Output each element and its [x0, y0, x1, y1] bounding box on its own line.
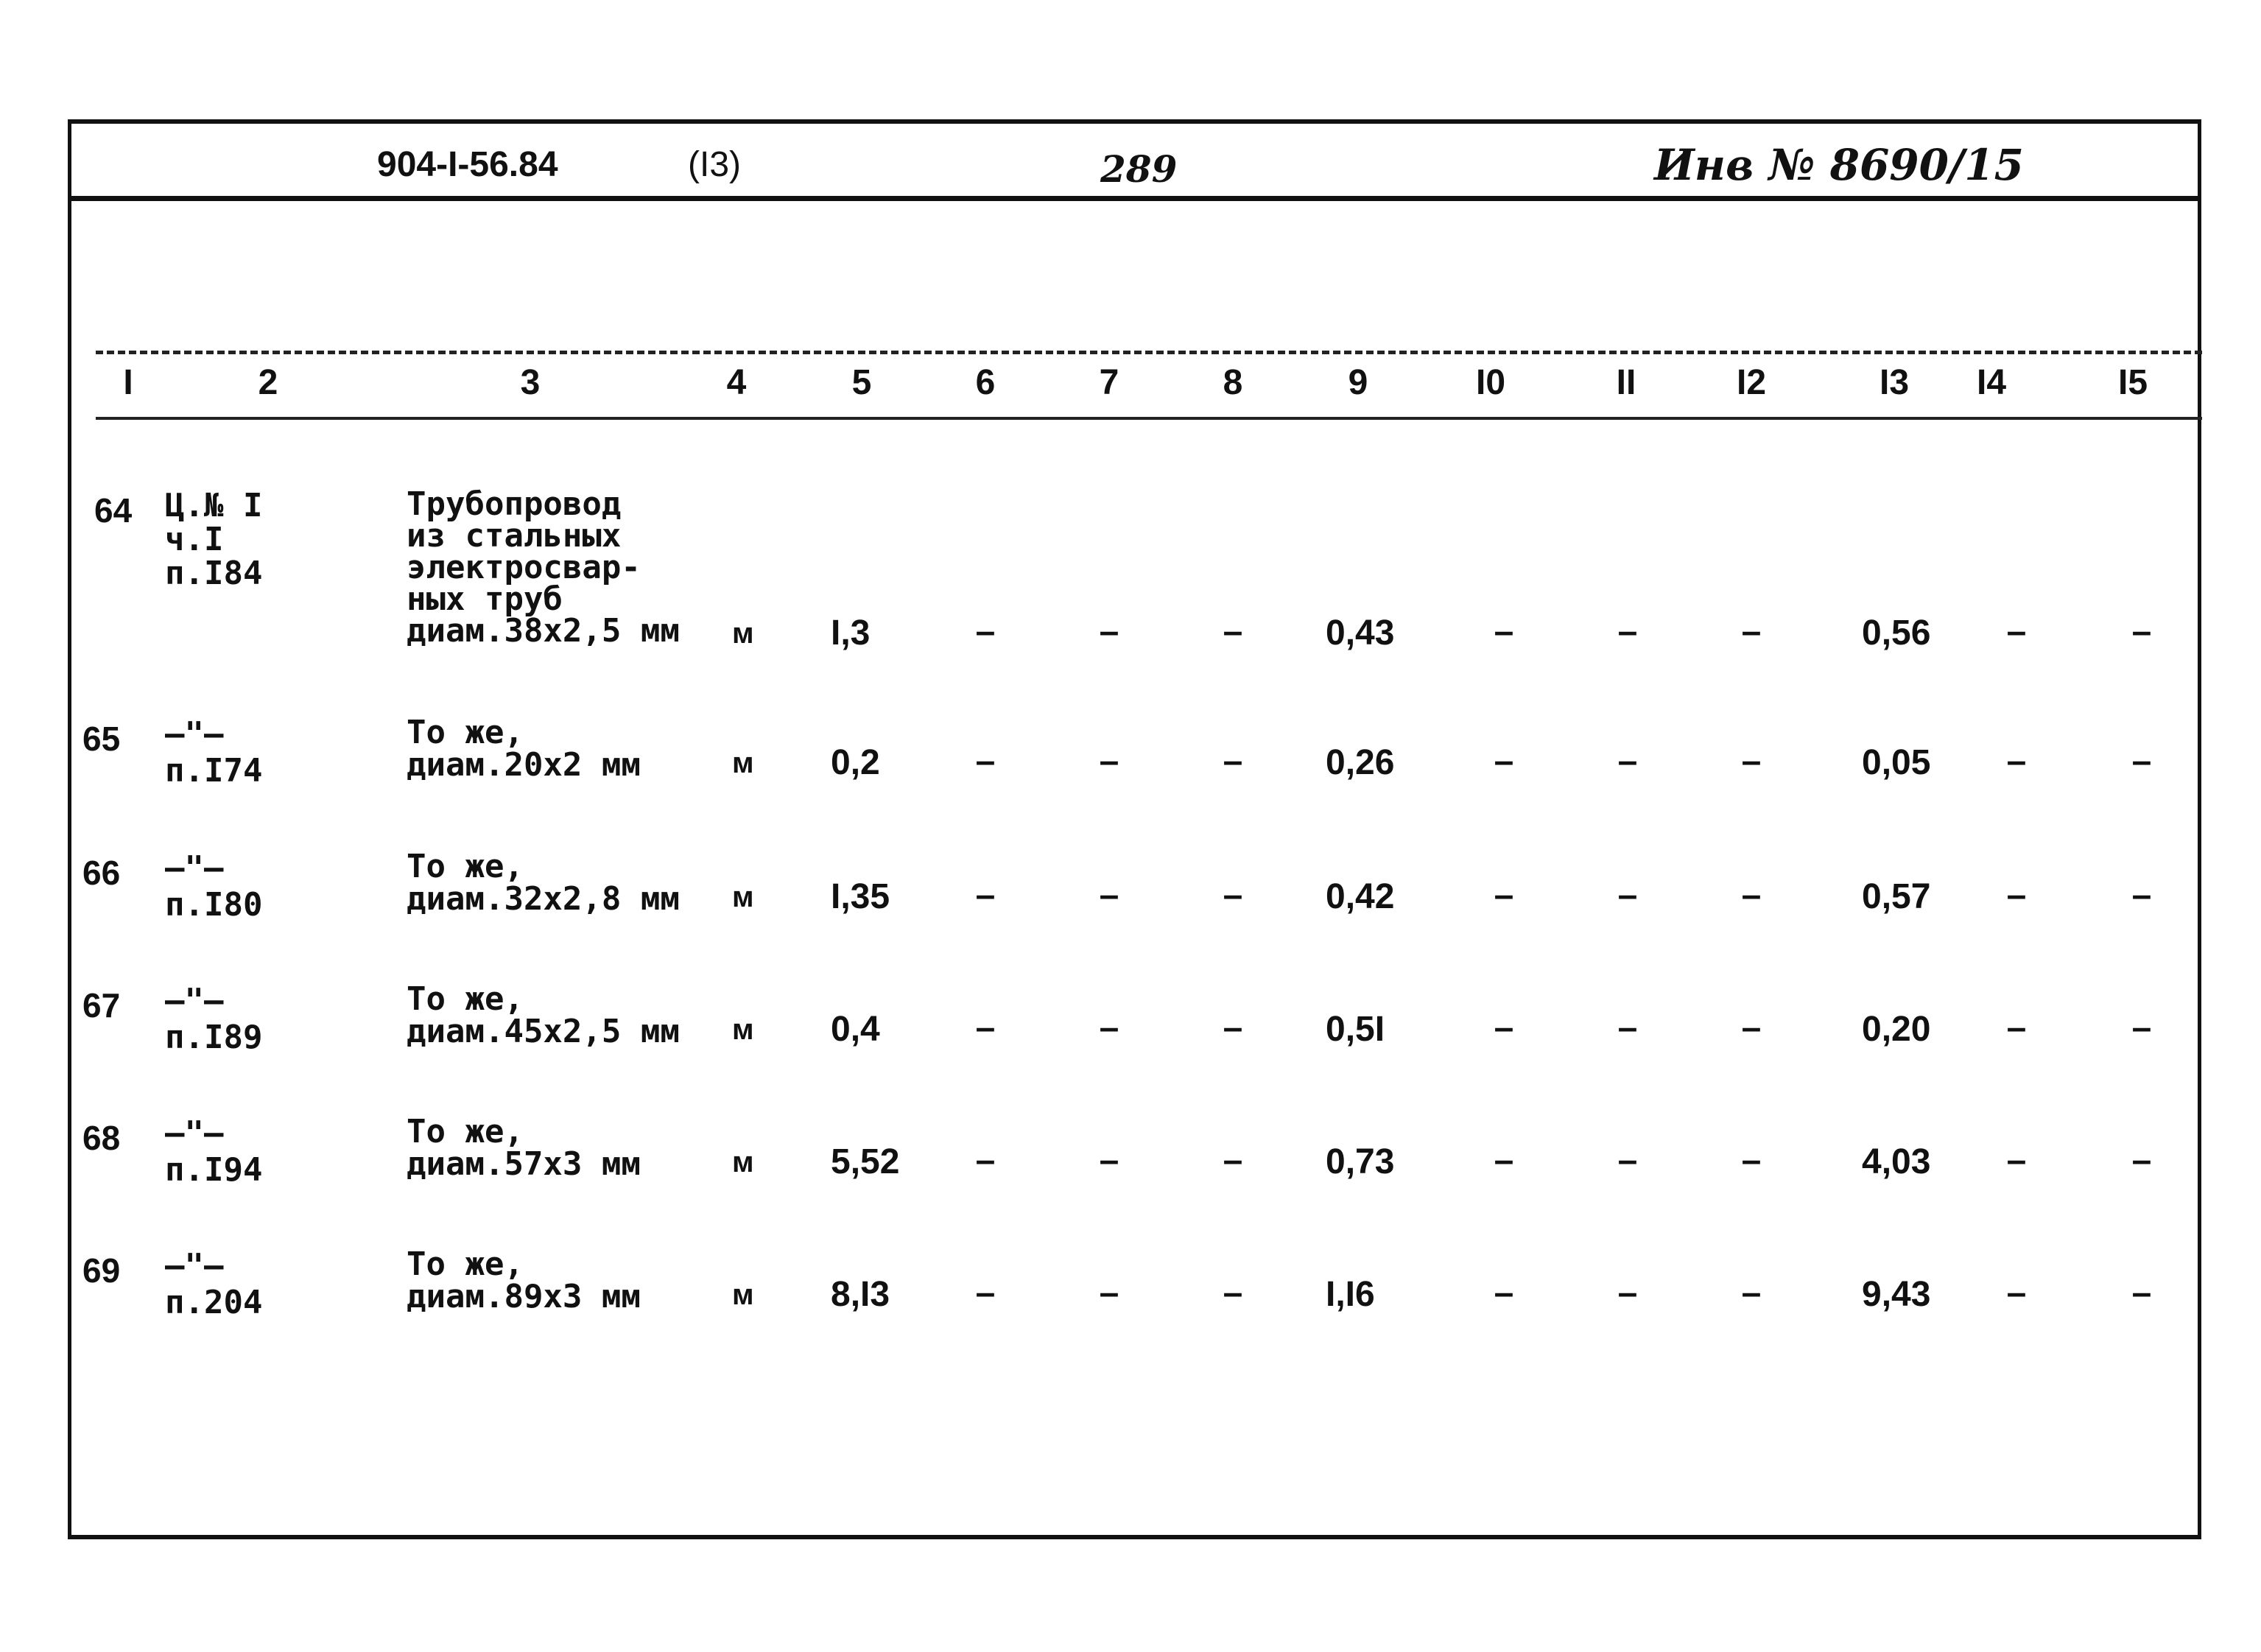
row-c11-dash: – — [1617, 1273, 1638, 1312]
row-unit: м — [732, 747, 754, 779]
row-reference: п.I80 — [165, 886, 263, 924]
row-col13-value: 0,57 — [1862, 877, 1931, 916]
row-quantity: 8,I3 — [831, 1275, 890, 1314]
row-description: То же, — [407, 1245, 524, 1283]
row-quantity: 0,4 — [831, 1010, 880, 1049]
row-c12-dash: – — [1741, 742, 1762, 781]
row-c12-dash: – — [1741, 876, 1762, 915]
row-quantity: 0,2 — [831, 743, 880, 782]
row-c10-dash: – — [1494, 1141, 1514, 1180]
page-number: 289 — [1100, 147, 1178, 191]
row-description: То же, — [407, 1113, 524, 1150]
row-col13-value: 0,56 — [1862, 614, 1931, 653]
row-c14-dash: – — [2006, 612, 2027, 651]
row-col13-value: 9,43 — [1862, 1275, 1931, 1314]
row-unit: м — [732, 1279, 754, 1311]
row-c8-dash: – — [1223, 742, 1243, 781]
row-c11-dash: – — [1617, 742, 1638, 781]
row-number: 69 — [82, 1251, 121, 1290]
row-c8-dash: – — [1223, 1141, 1243, 1180]
column-number: I3 — [1879, 363, 1910, 402]
row-c11-dash: – — [1617, 1008, 1638, 1047]
row-col9-value: 0,26 — [1326, 743, 1395, 782]
column-number: I — [123, 363, 133, 402]
row-number: 64 — [94, 491, 133, 530]
row-reference: п.I94 — [165, 1151, 263, 1189]
row-description: Трубопровод — [407, 485, 622, 523]
row-c7-dash: – — [1099, 742, 1119, 781]
column-number: 6 — [975, 363, 996, 402]
row-c12-dash: – — [1741, 1141, 1762, 1180]
row-number: 68 — [82, 1119, 121, 1157]
row-reference: –"– — [165, 1247, 224, 1284]
row-c8-dash: – — [1223, 1273, 1243, 1312]
row-description: ных труб — [407, 580, 563, 618]
row-reference: п.I84 — [165, 555, 263, 592]
row-c12-dash: – — [1741, 1273, 1762, 1312]
row-c8-dash: – — [1223, 1008, 1243, 1047]
row-c7-dash: – — [1099, 612, 1119, 651]
row-c7-dash: – — [1099, 876, 1119, 915]
column-number: 7 — [1099, 363, 1119, 402]
row-c10-dash: – — [1494, 1273, 1514, 1312]
row-c7-dash: – — [1099, 1008, 1119, 1047]
column-number: I4 — [1976, 363, 2007, 402]
frame-top-border — [68, 119, 2199, 124]
frame-right-border — [2198, 119, 2201, 1538]
row-c12-dash: – — [1741, 612, 1762, 651]
row-c7-dash: – — [1099, 1141, 1119, 1180]
row-c10-dash: – — [1494, 612, 1514, 651]
column-number: 5 — [851, 363, 872, 402]
column-number: I0 — [1475, 363, 1506, 402]
row-col13-value: 0,20 — [1862, 1010, 1931, 1049]
row-description: из стальных — [407, 517, 622, 555]
row-description: электросвар- — [407, 549, 641, 586]
row-c6-dash: – — [975, 612, 996, 651]
sheet-index: (I3) — [688, 145, 741, 184]
row-reference: п.I89 — [165, 1019, 263, 1056]
row-c15-dash: – — [2131, 1273, 2152, 1312]
row-unit: м — [732, 617, 754, 650]
row-c15-dash: – — [2131, 1141, 2152, 1180]
row-description: диам.45х2,5 мм — [407, 1013, 680, 1050]
column-number: I5 — [2117, 363, 2148, 402]
frame-left-border — [68, 119, 71, 1538]
header-rule — [68, 196, 2199, 201]
row-c11-dash: – — [1617, 1141, 1638, 1180]
column-number: 8 — [1223, 363, 1243, 402]
row-c6-dash: – — [975, 1008, 996, 1047]
row-reference: п.204 — [165, 1284, 263, 1321]
row-c12-dash: – — [1741, 1008, 1762, 1047]
row-unit: м — [732, 1146, 754, 1178]
row-description: То же, — [407, 848, 524, 885]
row-quantity: 5,52 — [831, 1142, 900, 1181]
row-c10-dash: – — [1494, 742, 1514, 781]
row-unit: м — [732, 881, 754, 913]
row-number: 65 — [82, 720, 121, 758]
row-c15-dash: – — [2131, 612, 2152, 651]
row-col13-value: 4,03 — [1862, 1142, 1931, 1181]
column-header-top-rule — [96, 351, 2202, 354]
column-number: 9 — [1348, 363, 1368, 402]
row-reference: –"– — [165, 982, 224, 1019]
row-c14-dash: – — [2006, 1141, 2027, 1180]
row-description: диам.32х2,8 мм — [407, 880, 680, 918]
row-c7-dash: – — [1099, 1273, 1119, 1312]
row-col9-value: 0,42 — [1326, 877, 1395, 916]
row-c15-dash: – — [2131, 1008, 2152, 1047]
row-col9-value: I,I6 — [1326, 1275, 1375, 1314]
column-header-bottom-rule — [96, 417, 2202, 420]
row-reference: –"– — [165, 715, 224, 753]
doc-code: 904-I-56.84 — [377, 145, 558, 184]
row-description: диам.38х2,5 мм — [407, 612, 680, 650]
frame-bottom-border — [68, 1535, 2201, 1539]
row-quantity: I,35 — [831, 877, 890, 916]
row-c8-dash: – — [1223, 612, 1243, 651]
row-c14-dash: – — [2006, 876, 2027, 915]
row-quantity: I,3 — [831, 614, 871, 653]
column-number: 3 — [520, 363, 541, 402]
row-reference: –"– — [165, 849, 224, 887]
row-reference: –"– — [165, 1114, 224, 1152]
row-number: 66 — [82, 854, 121, 892]
row-description: диам.57х3 мм — [407, 1145, 641, 1183]
row-c10-dash: – — [1494, 1008, 1514, 1047]
row-col9-value: 0,73 — [1326, 1142, 1395, 1181]
row-c15-dash: – — [2131, 742, 2152, 781]
row-c14-dash: – — [2006, 1008, 2027, 1047]
row-col9-value: 0,5I — [1326, 1010, 1385, 1049]
column-number: II — [1616, 363, 1636, 402]
row-col9-value: 0,43 — [1326, 614, 1395, 653]
inventory-number: Инв № 8690/15 — [1654, 140, 2024, 190]
row-reference: п.I74 — [165, 752, 263, 790]
row-reference: ч.I — [165, 521, 224, 558]
row-reference: Ц.№ I — [165, 487, 263, 524]
row-c15-dash: – — [2131, 876, 2152, 915]
row-c14-dash: – — [2006, 742, 2027, 781]
row-c11-dash: – — [1617, 612, 1638, 651]
column-number: I2 — [1736, 363, 1767, 402]
row-number: 67 — [82, 986, 121, 1024]
column-number: 4 — [726, 363, 747, 402]
row-col13-value: 0,05 — [1862, 743, 1931, 782]
row-description: диам.20х2 мм — [407, 746, 641, 784]
row-c11-dash: – — [1617, 876, 1638, 915]
row-c6-dash: – — [975, 1273, 996, 1312]
column-number: 2 — [258, 363, 278, 402]
row-c14-dash: – — [2006, 1273, 2027, 1312]
row-description: То же, — [407, 714, 524, 751]
row-c6-dash: – — [975, 876, 996, 915]
row-c10-dash: – — [1494, 876, 1514, 915]
row-c8-dash: – — [1223, 876, 1243, 915]
row-description: То же, — [407, 980, 524, 1018]
row-description: диам.89х3 мм — [407, 1278, 641, 1315]
row-unit: м — [732, 1013, 754, 1046]
row-c6-dash: – — [975, 742, 996, 781]
row-c6-dash: – — [975, 1141, 996, 1180]
